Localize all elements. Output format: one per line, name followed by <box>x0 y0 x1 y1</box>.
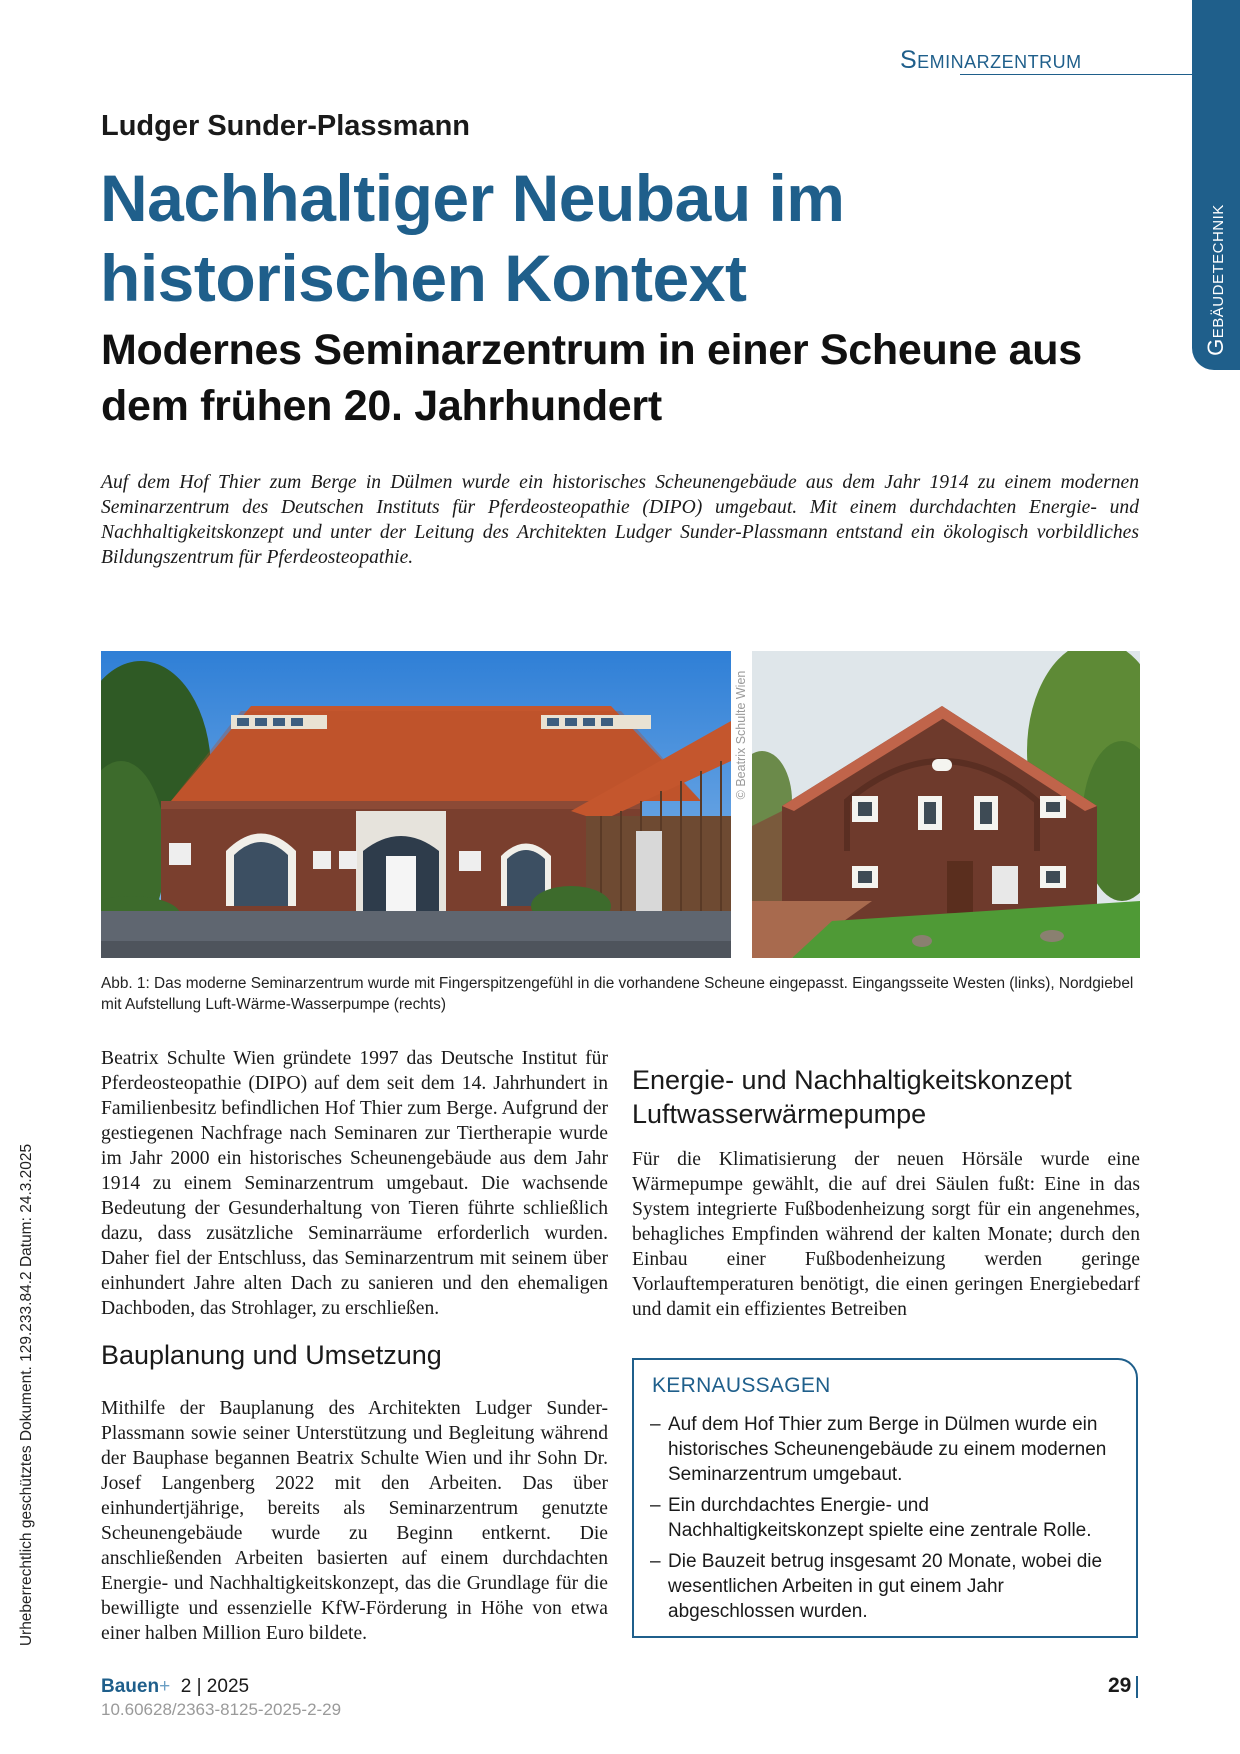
heading-energie-line-2: Luftwasserwärmepumpe <box>632 1099 927 1129</box>
list-item: – Ein durchdachtes Energie- und Nachhaltigkeitskonzept spielte eine zentrale Rolle. <box>650 1493 1110 1543</box>
page-number: 29 <box>1108 1674 1132 1697</box>
bauplanung-paragraph: Mithilfe der Bauplanung des Architekten Ludger Sunder-Plassmann sowie seiner Unterstützung und Begleitung während der Bauphase begannen Beatrix Schulte Wien und ihr Sohn Dr. Josef Langenberg 2022 mit den Arbeiten. Das über einhundertjährige, bereits als Seminarzentrum genutzte Scheunengebäude wurde zu Beginn entkernt. Die anschließenden Arbeiten basierten auf einem durchdachten Energie- und Nachhaltigkeitskonzept, das die Grundlage für die bewilligte und essenzielle KfW-Förderung in Höhe von etwa einer halben Million Euro bildete. <box>101 1398 608 1644</box>
intro-paragraph: Beatrix Schulte Wien gründete 1997 das Deutsche Institut für Pferdeosteopathie (DIPO) auf dem seit dem 14. Jahrhundert in Familienbesitz befindlichen Hof Thier zum Berge. Aufgrund der gestiegenen Nachfrage nach Seminaren zur Tiertherapie wurde im Jahr 2000 ein historisches Scheunengebäude aus dem Jahr 1914 zu einem Seminarzentrum umgebaut. Die wachsende Bedeutung der Gesunderhaltung von Tieren führte schließlich dazu, dass zusätzliche Seminarräume erforderlich wurden. Daher fiel der Entschluss, das Seminarzentrum mit seinem über einhundert Jahre alten Dach zu sanieren und den ehemaligen Dachboden, das Strohlager, zu erschließen. <box>101 1048 608 1319</box>
copyright-notice: Urheberrechtlich geschütztes Dokument. 129.233.84.2 Datum: 24.3.2025 <box>18 1143 35 1647</box>
section-rule <box>960 74 1192 75</box>
side-tab <box>1192 0 1240 370</box>
article-subtitle <box>101 322 1161 434</box>
journal-brand-plus: + <box>159 1676 171 1697</box>
side-tab-label: Gebäudetechnik <box>1203 204 1228 356</box>
subtitle-line-2: dem frühen 20. Jahrhundert <box>101 382 662 430</box>
photo-credit: © Beatrix Schulte Wien <box>734 670 748 800</box>
journal-brand: Bauen <box>101 1676 160 1697</box>
section-label: Seminarzentrum <box>900 46 1082 74</box>
heading-bauplanung: Bauplanung und Umsetzung <box>101 1340 442 1370</box>
title-line-1: Nachhaltiger Neubau im <box>100 161 845 235</box>
journal-name <box>101 1676 249 1698</box>
title-line-2: historischen Kontext <box>100 241 747 315</box>
journal-issue: 2 | 2025 <box>180 1676 250 1697</box>
barn-north-gable-photo <box>752 651 1140 958</box>
subtitle-line-1: Modernes Seminarzentrum in einer Scheune aus <box>101 326 1082 374</box>
list-item: – Die Bauzeit betrug insgesamt 20 Monate, wobei die wesentlichen Arbeiten in gut einem Jahr abgeschlossen wurden. <box>650 1549 1110 1624</box>
heading-energie <box>632 1063 1140 1131</box>
article-title <box>100 158 1100 318</box>
figure-caption: Abb. 1: Das moderne Seminarzentrum wurde mit Fingerspitzengefühl in die vorhandene Scheune eingepasst. Eingangsseite Westen (links), Nordgiebel mit Aufstellung Luft-Wärme-Wasserpumpe (rechts) <box>101 975 1134 1013</box>
doi: 10.60628/2363-8125-2025-2-29 <box>101 1700 342 1719</box>
list-item: – Auf dem Hof Thier zum Berge in Dülmen wurde ein historisches Scheunengebäude zu einem modernen Seminarzentrum umgebaut. <box>650 1412 1110 1487</box>
barn-west-photo <box>101 651 731 958</box>
heading-energie-line-1: Energie- und Nachhaltigkeitskonzept <box>632 1065 1072 1095</box>
page-number-bar <box>1136 1676 1138 1698</box>
kernaussagen-box <box>632 1358 1138 1638</box>
kernaussagen-list <box>650 1412 1110 1630</box>
energie-paragraph: Für die Klimatisierung der neuen Hörsäle wurde eine Wärmepumpe gewählt, die auf drei Säulen fußt: Eine in das System integrierte Fußbodenheizung sorgt für ein angenehmes, behagliches Empfinden während der kalten Monate; durch den Einbau einer Fußbodenheizung werden geringe Vorlauftemperaturen benötigt, die einen geringen Energiebedarf und damit ein effizientes Betreiben <box>632 1149 1140 1320</box>
kernaussagen-title: KERNAUSSAGEN <box>652 1374 831 1397</box>
lead-paragraph: Auf dem Hof Thier zum Berge in Dülmen wurde ein historisches Scheunengebäude aus dem Jahr 1914 zu einem modernen Seminarzentrum des Deutschen Instituts für Pferdeosteopathie (DIPO) umgebaut. Mit einem durchdachten Energie- und Nachhaltigkeitskonzept und unter der Leitung des Architekten Ludger Sunder-Plassmann entstand ein ökologisch vorbildliches Bildungszentrum für Pferdeosteopathie. <box>101 472 1139 568</box>
author-name: Ludger Sunder-Plassmann <box>101 110 471 142</box>
